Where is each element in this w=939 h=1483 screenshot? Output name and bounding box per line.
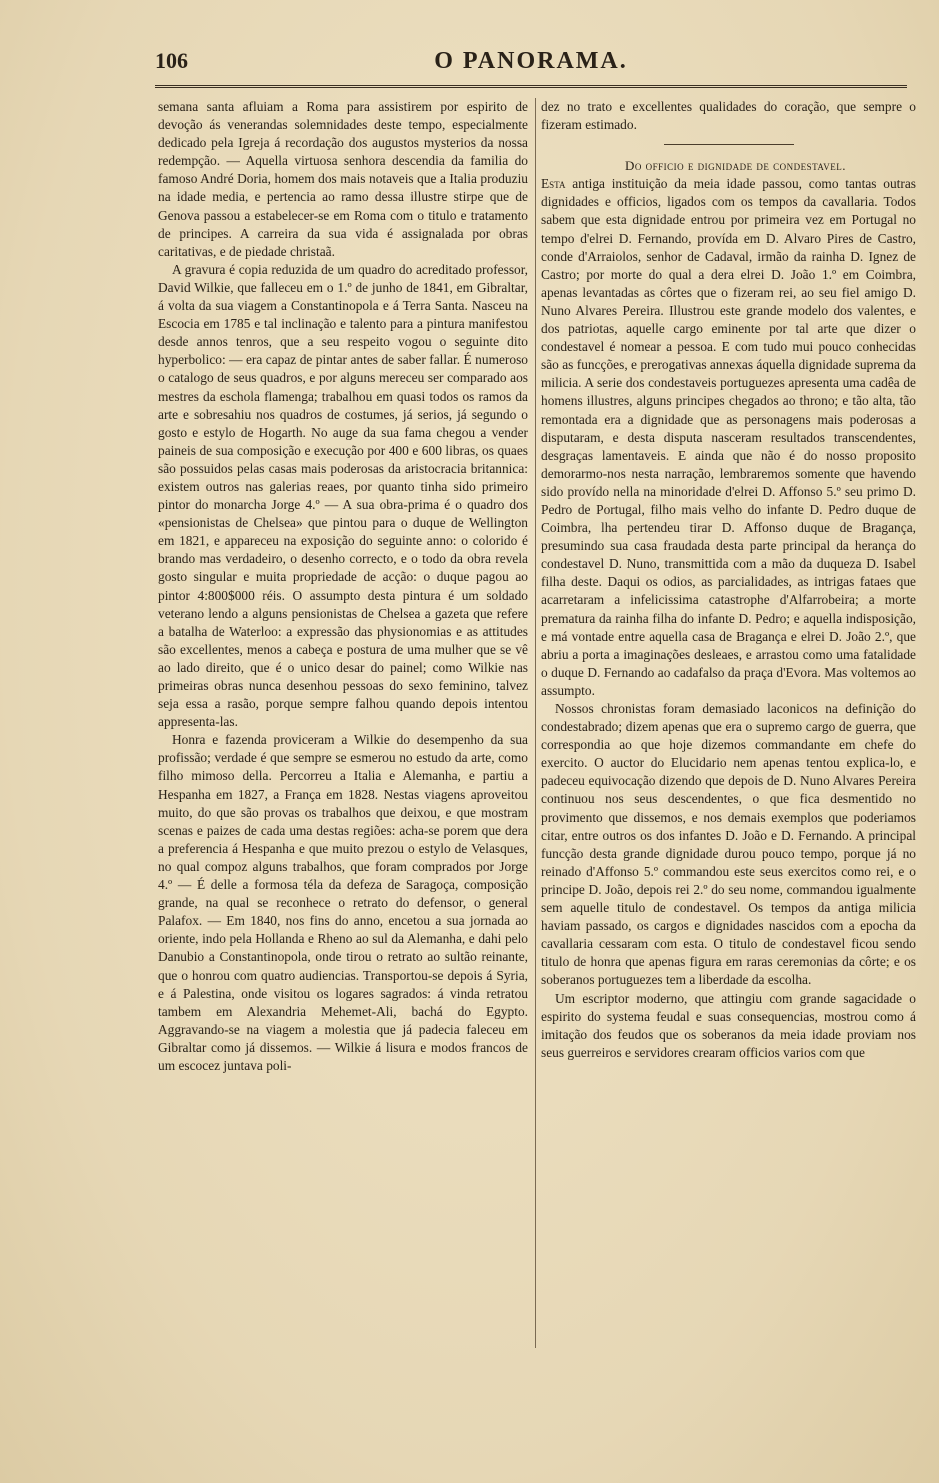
column-divider: [535, 98, 536, 1348]
right-intro-paragraph: dez no trato e excellentes qualidades do coração, que sempre o fizeram estimado.: [541, 99, 916, 133]
journal-title: O PANORAMA.: [434, 48, 628, 74]
page-header: [155, 48, 907, 82]
first-word: Esta: [541, 176, 566, 192]
section-divider: [664, 144, 794, 145]
header-rule: [155, 85, 907, 88]
section-title: Do officio e dignidade de condestavel.: [625, 158, 846, 174]
left-paragraph-2: A gravura é copia reduzida de um quadro do acreditado professor, David Wilkie, que falleceu em o 1.º de junho de 1841, em Gibraltar, á volta da sua viagem a Constantinopola e á Terra Santa. Nasceu na Escocia em 1785 e tal inclinação e talento para a pintura manifestou desde annos tenros, que a seu respeito vogou o seguinte dito hyperbolico: — era capaz de pintar antes de saber fallar. É numeroso o catalogo de seus quadros, e por alguns mereceu ser comparado aos mestres da eschola flamenga; trabalhou em quasi todos os ramos da arte e sobresahiu nos quadros de costumes, já serios, já segundo o gosto e estylo de Hogarth. No auge da sua fama chegou a vender paineis de sua composição e execução por 400 e 600 libras, os quaes são possuidos pelas casas mais poderosas da aristocracia britannica: existem outros nas galerias reaes, por quanto tinha sido primeiro pintor do monarcha Jorge 4.º — A sua obra-prima é o quadro dos «pensionistas de Chelsea» que pintou para o duque de Wellington em 1821, e appareceu na exposição do seguinte anno: o colorido é brando mas verdadeiro, o desenho correcto, e o todo da obra revela gosto singular e muita propriedade de acção: o duque pagou ao pintor 4:800$000 réis. O assumpto desta pintura é um soldado veterano lendo a alguns pensionistas de Chelsea a gazeta que refere a batalha de Waterloo: a expressão das physionomias e as attitudes são excellentes, menos a cabeça e postura de uma mulher que se vê ao lado direito, que é o unico desar do painel; como Wilkie nas primeiras obras nunca desenhou pessoas do sexo feminino, talvez seja essa a rasão, porque sempre falhou quando depois intentou appresenta-las.: [158, 261, 528, 730]
left-paragraph-3: Honra e fazenda proviceram a Wilkie do desempenho da sua profissão; verdade é que sempre se esmerou no estudo da arte, como filho mimoso della. Percorreu a Italia e Alemanha, e partiu a Hespanha em 1827, a França em 1828. Nestas viagens aproveitou muito, do que são provas os trabalhos que deixou, e que mostram scenas e paizes de cada uma destas regiões: acha-se porem que dera a preferencia á Hespanha e que muito prezou o estylo de Velasques, no qual compoz alguns trabalhos, que foram comprados por Jorge 4.º — É delle a formosa téla da defeza de Saragoça, composição grande, na qual se reconhece o retrato do defensor, o general Palafox. — Em 1840, nos fins do anno, encetou a sua jornada ao oriente, indo pela Hollanda e Rheno ao sul da Alemanha, e dahi pelo Danubio a Constantinopola, onde tirou o retrato ao sultão reinante, que o honrou com quatro audiencias. Transportou-se depois á Syria, e á Palestina, onde visitou os logares sagrados: á vinda retratou tambem em Alexandria Mehemet-Ali, bachá do Egypto. Aggravando-se na viagem a molestia que já padecia faleceu em Gibraltar como já dissemos. — Wilkie á lisura e modos francos de um escocez juntava poli-: [158, 732, 528, 1073]
left-paragraph-1: semana santa afluiam a Roma para assistirem por espirito de devoção ás venerandas solemnidades deste tempo, especialmente dedicado pela Igreja á recordação dos augustos mysterios da nossa redempção. — Aquella virtuosa senhora descendia da familia do famoso André Doria, homem dos mais notaveis que a Italia produziu na idade media, e pertencia ao ramo dessa illustre stirpe que de Genova passou a estabelecer-se em Roma com o titulo e tratamento de principes. A carreira da sua vida é assignalada por obras caritativas, e de piedade christaã.: [158, 99, 528, 259]
right-paragraph-1: [541, 175, 916, 700]
left-column: [158, 98, 528, 1348]
right-column: [541, 98, 916, 1348]
page-number: 106: [155, 48, 188, 73]
right-paragraph-3: Um escriptor moderno, que attingiu com grande sagacidade o espirito do systema feudal e suas consequencias, mostrou como á imitação dos feudos que os soberanos da meia idade proviam nos seus guerreiros e servidores crearam officios varios com que: [541, 990, 916, 1060]
right-paragraph-2: Nossos chronistas foram demasiado laconicos na definição do condestabrado; dizem apenas que era o supremo cargo de guerra, que correspondia ao que hoje dizemos commandante em chefe do exercito. O auctor do Elucidario nem apenas tentou explica-lo, e padeceu equivocação dizendo que depois de D. Nuno Alvares Pereira continuou nos seus descendentes, o que fica desmentido no provimento que dissemos, e nos demais exemplos que poderiamos citar, entre outros os dos infantes D. João e D. Fernando. A principal funcção desta grande dignidade durou pouco tempo, porque já no reinado d'Affonso 5.º commandou este seus exercitos como rei, e o principe D. João, depois rei 2.º do seu nome, commandou igualmente sem aquelle titulo de condestavel. Os tempos da antiga milicia haviam passado, os cargos e dignidades nascidos com a epocha da cavallaria cessaram com esta. O titulo de condestavel ficou sendo titulo de honra que apenas figura em raras ceremonias da côrte; e os soberanos portuguezes tem a liberdade da escolha.: [541, 701, 916, 988]
right-paragraph-1-text: antiga instituição da meia idade passou, como tantas outras dignidades e officios, ligados com os tempos da cavallaria. Todos sabem que esta dignidade entrou por primeira vez em Portugal no tempo d'elrei D. Fernando, provída em D. Alvaro Pires de Castro, conde d'Arraiolos, senhor de Cadaval, irmão da rainha D. Ignez de Castro; por morte do qual a dera elrei D. João 1.º em Coimbra, apenas levantadas as côrtes que o fizeram rei, ao seu fiel amigo D. Nuno Alvares Pereira. Illustrou este grande modelo dos valentes, e dos patriotas, aquelle cargo eminente por tal arte que dizer o condestavel é nomear a pessoa. E com tudo mui pouco conhecidas são as funcções, e prerogativas annexas áquella dignidade suprema da milicia. A serie dos condestaveis portuguezes apresenta uma cadêa de homens illustres, alguns principes chegados ao throno; e tão alta, tão remontada era a dignidade que as personagens mais poderosas a disputaram, e desta disputa nasceram resultados transcendentes, desgraças lamentaveis. E ainda que não é do nosso proposito demorarmo-nos nesta narração, lembraremos somente que havendo sido provído nella na minoridade d'elrei D. Affonso 5.º seu primo D. Pedro de Portugal, filho mais velho do infante D. Pedro duque de Coimbra, lha pertendeu tirar D. Affonso duque de Bragança, presumindo sua casa fraudada desta parte principal da herança do condestavel D. Nuno, transmittida com a mão da duqueza D. Isabel filha deste. Daqui os odios, as parcialidades, as intrigas fataes que acarretaram a infelicissima catastrophe d'Alfarrobeira; a morte prematura da rainha filha do infante D. Pedro; e aquella indisposição, e má vontade entre aquella casa de Bragança e elrei D. João 2.º, que abriu a porta a imaginações desleaes, e arrastou como uma fatalidade o duque D. Fernando ao cadafalso da praça d'Evora. Mas voltemos ao assumpto.: [541, 176, 916, 698]
